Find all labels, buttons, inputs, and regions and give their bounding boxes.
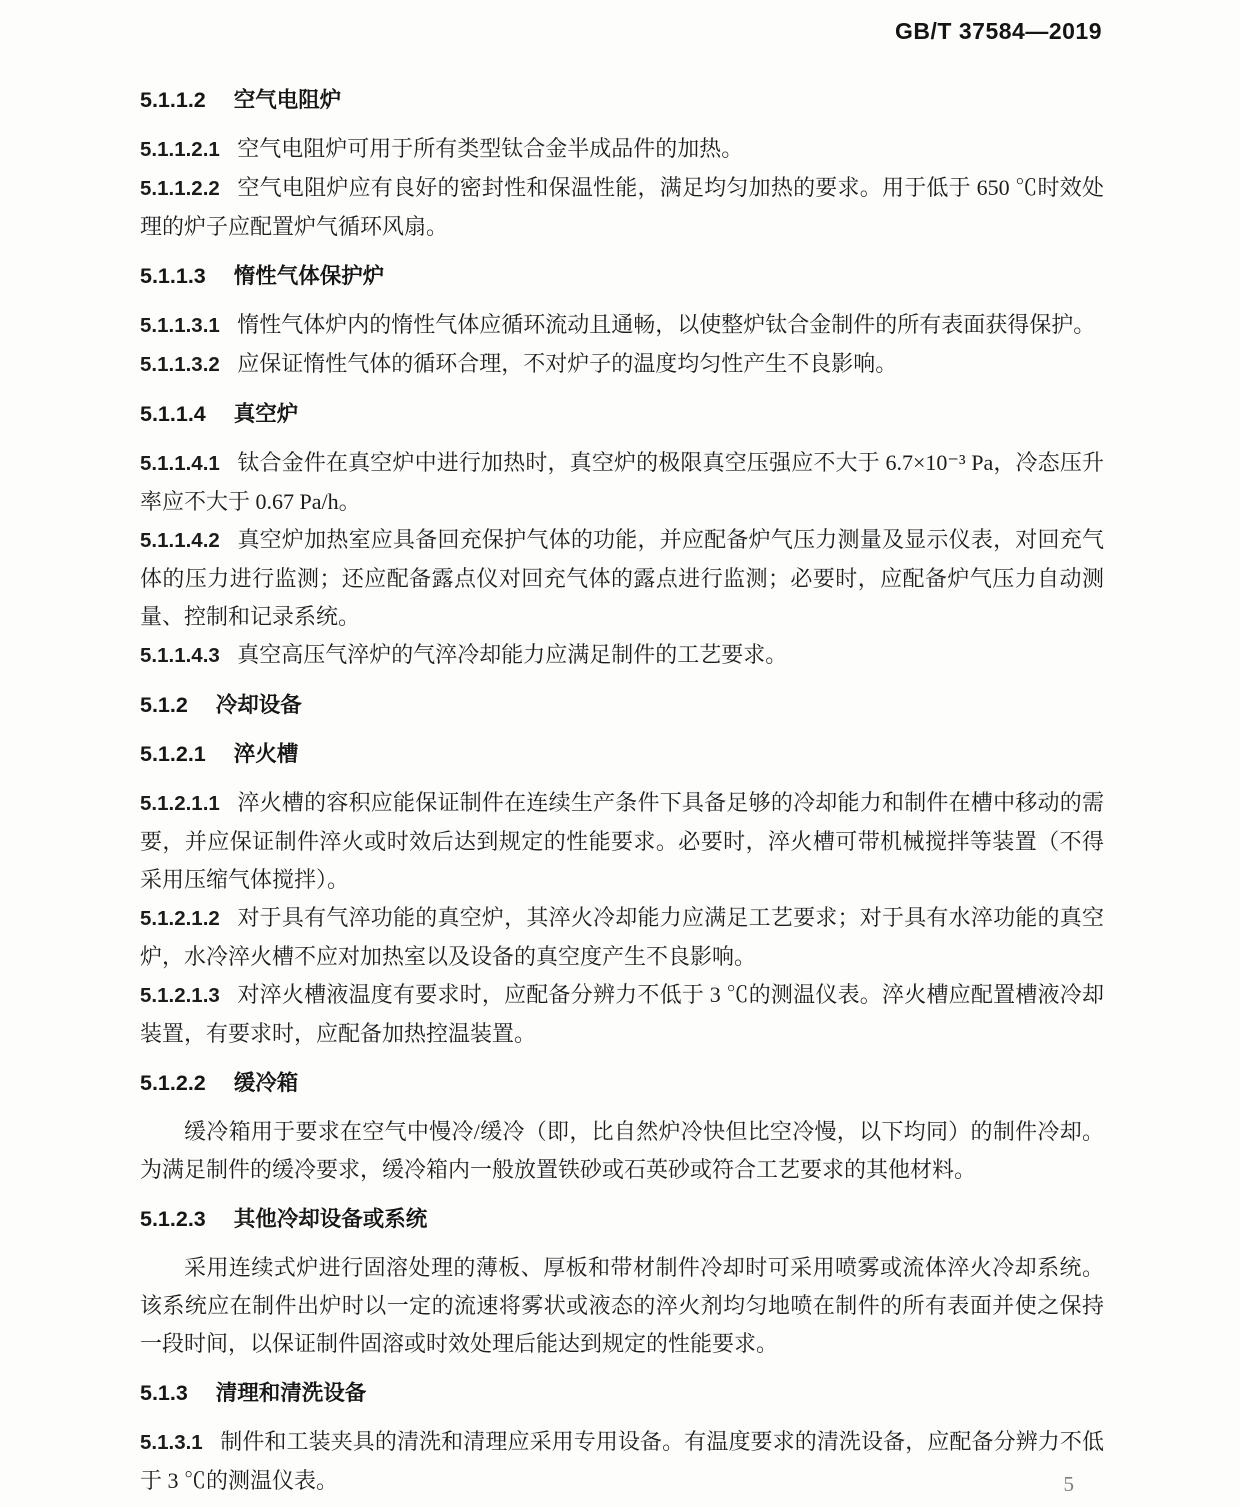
clause-number: 5.1.2.2: [140, 1071, 206, 1095]
paragraph-text: 对淬火槽液温度有要求时，应配备分辨力不低于 3 ℃的测温仪表。淬火槽应配置槽液冷却装置，有要求时，应配备加热控温装置。: [140, 982, 1104, 1046]
clause-number: 5.1.3.1: [140, 1431, 203, 1454]
paragraph-text: 淬火槽的容积应能保证制件在连续生产条件下具备足够的冷却能力和制件在槽中移动的需要，并应保证制件淬火或时效后达到规定的性能要求。必要时，淬火槽可带机械搅拌等装置（不得采用压缩气体搅拌）。: [140, 790, 1104, 892]
clause-number: 5.1.3: [140, 1381, 188, 1405]
clause-number: 5.1.1.2: [140, 88, 206, 112]
paragraph-text: 对于具有气淬功能的真空炉，其淬火冷却能力应满足工艺要求；对于具有水淬功能的真空炉，水冷淬火槽不应对加热室以及设备的真空度产生不良影响。: [140, 905, 1104, 969]
body-paragraph: [140, 1249, 1104, 1363]
standard-number: GB/T 37584—2019: [895, 18, 1102, 44]
section-heading: [140, 1374, 1104, 1412]
clause-number: 5.1.1.4.1: [140, 452, 220, 475]
heading-title: 惰性气体保护炉: [233, 264, 385, 288]
clause-number: 5.1.1.4.3: [140, 644, 220, 667]
heading-title: 淬火槽: [233, 742, 299, 766]
clause-number: 5.1.1.4.2: [140, 529, 220, 552]
paragraph-text: 空气电阻炉应有良好的密封性和保温性能，满足均匀加热的要求。用于低于 650 ℃时效处理的炉子应配置炉气循环风扇。: [140, 175, 1104, 239]
clause-number: 5.1.1.3: [140, 264, 206, 288]
section-heading: [140, 1064, 1104, 1102]
section-heading: [140, 81, 1104, 119]
paragraph-text: 制件和工装夹具的清洗和清理应采用专用设备。有温度要求的清洗设备，应配备分辨力不低于 3 ℃的测温仪表。: [140, 1429, 1104, 1493]
clause-paragraph: [140, 636, 1104, 675]
clause-paragraph: [140, 784, 1104, 899]
clause-number: 5.1.1.2.2: [140, 177, 220, 200]
page-number: 5: [1063, 1472, 1074, 1496]
clause-paragraph: [140, 899, 1104, 976]
paragraph-text: 采用连续式炉进行固溶处理的薄板、厚板和带材制件冷却时可采用喷雾或流体淬火冷却系统。该系统应在制件出炉时以一定的流速将雾状或液态的淬火剂均匀地喷在制件的所有表面并使之保持一段时间，以保证制件固溶或时效处理后能达到规定的性能要求。: [140, 1255, 1104, 1356]
clause-number: 5.1.2.1: [140, 742, 206, 766]
paragraph-text: 惰性气体炉内的惰性气体应循环流动且通畅，以使整炉钛合金制件的所有表面获得保护。: [237, 312, 1096, 337]
section-heading: [140, 1200, 1104, 1238]
heading-title: 真空炉: [233, 402, 299, 426]
clause-paragraph: [140, 521, 1104, 636]
paragraph-text: 应保证惰性气体的循环合理，不对炉子的温度均匀性产生不良影响。: [237, 351, 898, 376]
paragraph-text: 真空炉加热室应具备回充保护气体的功能，并应配备炉气压力测量及显示仪表，对回充气体的压力进行监测；还应配备露点仪对回充气体的露点进行监测；必要时，应配备炉气压力自动测量、控制和记录系统。: [140, 527, 1104, 629]
clause-number: 5.1.2.3: [140, 1207, 206, 1231]
clause-number: 5.1.1.3.1: [140, 314, 220, 337]
heading-title: 缓冷箱: [233, 1071, 299, 1095]
clause-number: 5.1.2.1.3: [140, 984, 220, 1007]
clause-paragraph: [140, 345, 1104, 384]
clause-paragraph: [140, 444, 1104, 521]
clause-number: 5.1.2.1.2: [140, 907, 220, 930]
clause-paragraph: [140, 130, 1104, 169]
clause-paragraph: [140, 976, 1104, 1053]
paragraph-text: 真空高压气淬炉的气淬冷却能力应满足制件的工艺要求。: [237, 642, 788, 667]
clause-paragraph: [140, 306, 1104, 345]
heading-title: 冷却设备: [215, 693, 302, 717]
paragraph-text: 钛合金件在真空炉中进行加热时，真空炉的极限真空压强应不大于 6.7×10⁻³ Pa，冷态压升率应不大于 0.67 Pa/h。: [140, 450, 1104, 514]
section-heading: [140, 395, 1104, 433]
clause-number: 5.1.2.1.1: [140, 792, 220, 815]
clause-number: 5.1.2: [140, 693, 188, 717]
paragraph-text: 缓冷箱用于要求在空气中慢冷/缓冷（即，比自然炉冷快但比空冷慢，以下均同）的制件冷却。为满足制件的缓冷要求，缓冷箱内一般放置铁砂或石英砂或符合工艺要求的其他材料。: [140, 1119, 1104, 1182]
clause-number: 5.1.1.2.1: [140, 138, 220, 161]
section-heading: [140, 686, 1104, 724]
paragraph-text: 空气电阻炉可用于所有类型钛合金半成品件的加热。: [237, 136, 744, 161]
heading-title: 清理和清洗设备: [215, 1381, 367, 1405]
document-body: [140, 81, 1104, 1500]
section-heading: [140, 735, 1104, 773]
heading-title: 其他冷却设备或系统: [233, 1207, 428, 1231]
clause-number: 5.1.1.4: [140, 402, 206, 426]
clause-paragraph: [140, 169, 1104, 246]
clause-paragraph: [140, 1423, 1104, 1500]
clause-number: 5.1.1.3.2: [140, 353, 220, 376]
section-heading: [140, 257, 1104, 295]
heading-title: 空气电阻炉: [233, 88, 342, 112]
body-paragraph: [140, 1113, 1104, 1189]
